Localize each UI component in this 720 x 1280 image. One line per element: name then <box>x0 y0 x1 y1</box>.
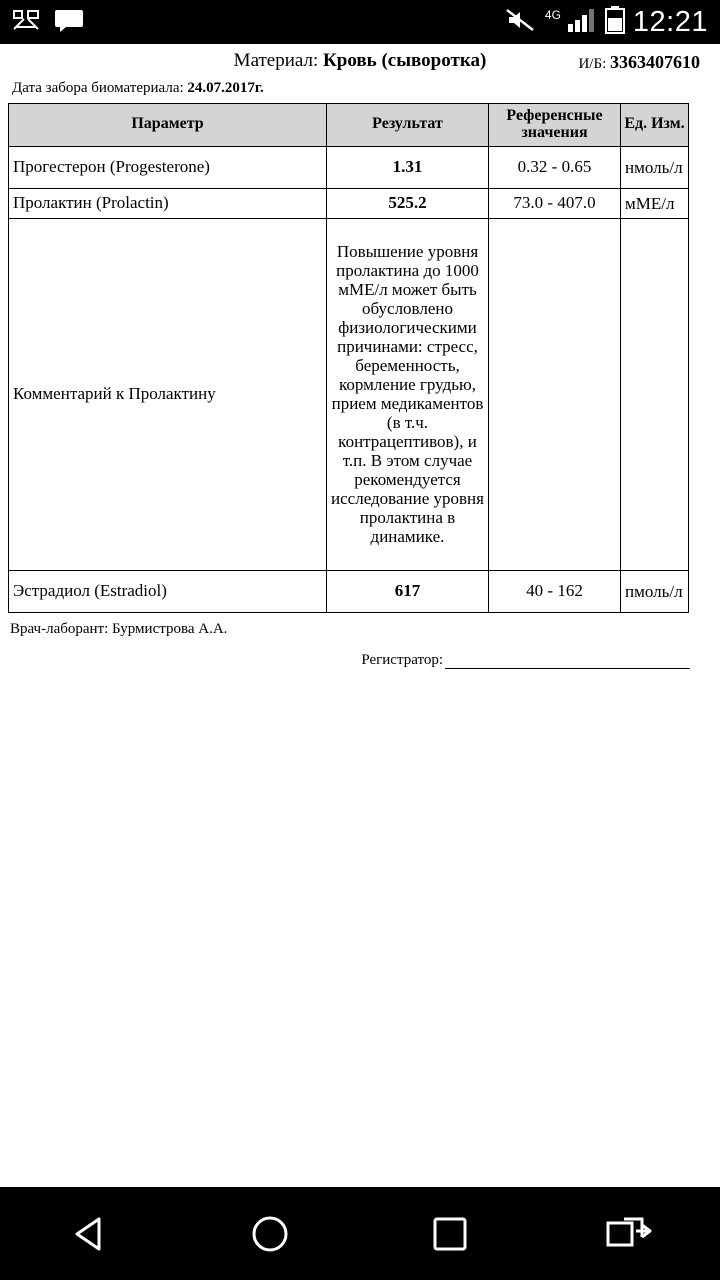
row-reference: 0.32 - 0.65 <box>489 146 621 188</box>
network-type-label: 4G <box>544 8 561 22</box>
row-parameter: Комментарий к Пролактину <box>9 218 327 570</box>
row-result: 525.2 <box>327 188 489 218</box>
results-table <box>8 103 689 613</box>
material-value: Кровь (сыворотка) <box>323 50 487 71</box>
ib-value: 3363407610 <box>610 52 700 72</box>
mute-icon <box>505 7 535 38</box>
table-row <box>9 146 689 188</box>
sample-date-label: Дата забора биоматериала: <box>12 80 184 96</box>
row-result: Повышение уровня пролактина до 1000 мМЕ/л может быть обусловлено физиологическими причинами: стресс, беременность, кормление грудью, прием медикаментов (в т.ч. контрацептивов), и т.п. В этом случае рекомендуется исследование уровня пролактина в динамике. <box>327 218 489 570</box>
status-bar-clock: 12:21 <box>632 5 708 38</box>
row-reference: 73.0 - 407.0 <box>489 188 621 218</box>
row-unit: пмоль/л <box>621 570 689 612</box>
registrar-label: Регистратор: <box>361 651 443 668</box>
registrar-line <box>0 652 720 669</box>
signal-icon <box>567 7 597 38</box>
column-header-parameter: Параметр <box>9 104 327 147</box>
column-header-reference: Референсные значения <box>489 104 621 147</box>
material-label: Материал: <box>233 50 319 71</box>
home-button[interactable] <box>225 1204 315 1264</box>
table-row <box>9 218 689 570</box>
recents-button[interactable] <box>405 1204 495 1264</box>
table-header-row <box>9 104 689 147</box>
screenshot-button[interactable] <box>585 1204 675 1264</box>
row-reference <box>489 218 621 570</box>
row-reference: 40 - 162 <box>489 570 621 612</box>
row-unit: нмоль/л <box>621 146 689 188</box>
row-result: 617 <box>327 570 489 612</box>
ib-label: И/Б: <box>578 56 607 72</box>
doctor-line: Врач-лаборант: Бурмистрова А.А. <box>10 620 228 637</box>
row-parameter: Эстрадиол (Estradiol) <box>9 570 327 612</box>
ib-block <box>578 52 700 73</box>
table-row <box>9 570 689 612</box>
material-line <box>10 50 710 76</box>
sample-date-value: 24.07.2017г. <box>187 80 264 96</box>
document-header <box>0 44 720 97</box>
table-row <box>9 188 689 218</box>
android-navigation-bar <box>0 1187 720 1280</box>
row-parameter: Прогестерон (Progesterone) <box>9 146 327 188</box>
battery-icon <box>605 6 625 39</box>
document-page <box>0 44 720 669</box>
column-header-result: Результат <box>327 104 489 147</box>
registrar-signature-line <box>445 654 690 669</box>
row-unit: мМЕ/л <box>621 188 689 218</box>
status-bar-left-icons <box>12 7 505 38</box>
row-parameter: Пролактин (Prolactin) <box>9 188 327 218</box>
broken-image-icon <box>12 7 40 38</box>
row-result: 1.31 <box>327 146 489 188</box>
sample-date-line <box>10 80 710 97</box>
row-unit <box>621 218 689 570</box>
status-bar <box>0 0 720 44</box>
column-header-units: Ед. Изм. <box>621 104 689 147</box>
back-button[interactable] <box>45 1204 135 1264</box>
status-bar-right-icons <box>505 6 708 39</box>
message-icon <box>54 8 84 37</box>
